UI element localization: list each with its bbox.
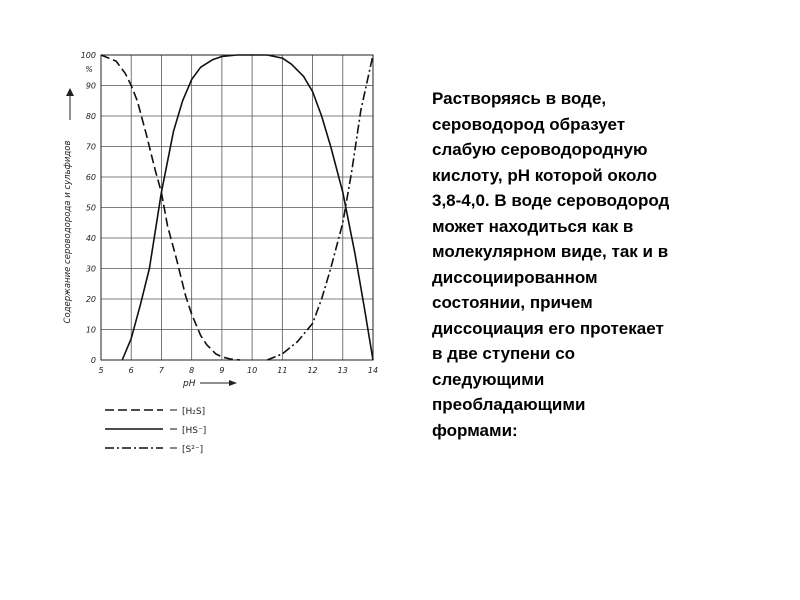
y-tick-label: 40 xyxy=(85,234,96,243)
x-tick-label: 14 xyxy=(367,366,379,375)
y-unit-label: % xyxy=(85,65,93,74)
y-tick-label: 0 xyxy=(90,356,96,365)
x-tick-label: 11 xyxy=(277,366,288,375)
x-tick-label: 5 xyxy=(98,366,104,375)
ph-distribution-chart xyxy=(0,0,410,470)
y-axis-label: Содержание сероводорода и сульфидов xyxy=(63,140,73,324)
y-axis-arrow-head xyxy=(66,88,74,96)
y-tick-label: 100 xyxy=(80,51,96,60)
y-tick-label: 30 xyxy=(85,264,96,274)
x-tick-label: 10 xyxy=(247,366,258,375)
legend-label: [HS⁻] xyxy=(182,426,207,436)
legend-label: [S²⁻] xyxy=(182,445,204,455)
chart xyxy=(0,0,410,470)
body-text: Растворяясь в воде, сероводород образует слабую сероводородную кислоту, pH которой около 3,8-4,0. В воде сероводород может находиться как в молекулярном виде, так и в диссоциированном состоянии, причем диссоциация его протекает в две ступени со следующими преобладающими формами: xyxy=(432,89,670,440)
x-tick-label: 12 xyxy=(307,366,318,375)
y-tick-label: 20 xyxy=(85,295,96,304)
x-tick-label: 7 xyxy=(158,366,164,375)
x-tick-label: 13 xyxy=(337,366,348,375)
x-axis-label: pH xyxy=(183,379,196,389)
y-tick-label: 10 xyxy=(85,325,96,335)
x-axis-arrow-head xyxy=(229,380,237,386)
y-tick-label: 90 xyxy=(85,81,96,91)
x-tick-label: 9 xyxy=(219,366,225,375)
y-tick-label: 80 xyxy=(85,112,96,121)
y-tick-label: 70 xyxy=(85,142,96,152)
y-tick-label: 60 xyxy=(85,173,96,182)
y-tick-label: 50 xyxy=(85,203,96,213)
x-tick-label: 8 xyxy=(189,366,195,375)
legend-label: [H₂S] xyxy=(182,407,206,417)
x-tick-label: 6 xyxy=(128,366,134,375)
